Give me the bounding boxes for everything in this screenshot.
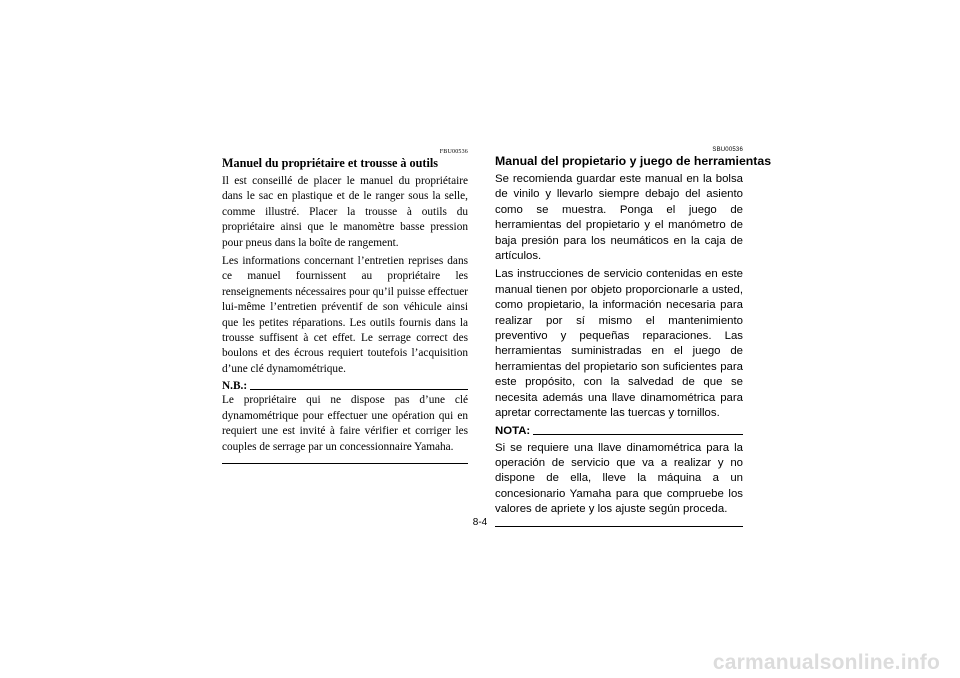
note-header bbox=[222, 379, 468, 393]
paragraph: Las instrucciones de servicio contenidas en este manual tienen por objeto proporcionarle a usted, como propietario, la información necesaria para realizar por sí mismo el mantenimiento preventivo y pequeñas reparaciones. Las herramientas suministradas en el juego de herramientas del propietario son suficientes para este propósito, con la salvedad de que se necesita además una llave dinamométrica para apretar correctamente las tuercas y tornillos. bbox=[495, 268, 743, 420]
note-label: NOTA: bbox=[495, 424, 531, 437]
note-text: Le propriétaire qui ne dispose pas d’une clé dynamométrique pour effectuer une opération qui en requiert une est invité à faire vérifier et corriger les couples de serrage par un concessionnaire Yamaha. bbox=[222, 394, 468, 453]
note-header bbox=[495, 424, 743, 438]
watermark: carmanualsonline.info bbox=[712, 651, 940, 674]
note-end-rule bbox=[222, 463, 468, 464]
note-label: N.B.: bbox=[222, 380, 248, 393]
paragraph: Les informations concernant l’entretien reprises dans ce manuel fournissent au propriétaire les renseignements nécessaires pour qu’il puisse effectuer lui-même l’entretien préventif de son véhicule ainsi que les petites réparations. Les outils fournis dans la trousse suffisent à cet effet. Le serrage correct des boulons et des écrous requiert toutefois l’acquisition d’une clé dynamométrique. bbox=[222, 255, 468, 375]
section-title: Manual del propietario y juego de herramientas bbox=[495, 154, 772, 168]
note-rule bbox=[533, 434, 743, 435]
paragraph: Se recomienda guardar este manual en la bolsa de vinilo y llevarlo siempre debajo del asiento como se muestra. Ponga el juego de herramientas del propietario y el manómetro de baja presión para los neumáticos en la caja de artículos. bbox=[495, 173, 743, 263]
section-code: FBU00536 bbox=[439, 149, 468, 155]
page-number: 8-4 bbox=[472, 517, 488, 528]
note-rule bbox=[250, 389, 468, 390]
french-column bbox=[222, 148, 468, 464]
section-code: SBU00536 bbox=[712, 147, 743, 153]
section-title: Manuel du propriétaire et trousse à outils bbox=[222, 156, 438, 170]
spanish-column bbox=[495, 146, 772, 527]
paragraph: Il est conseillé de placer le manuel du propriétaire dans le sac en plastique et de le ranger sous la selle, comme illustré. Placer la trousse à outils du propriétaire ainsi que le manomètre basse pression pour pneus dans la boîte de rangement. bbox=[222, 175, 468, 249]
note-text: Si se requiere una llave dinamométrica para la operación de servicio que va a realizar y no dispone de ella, lleve la máquina a un concesionario Yamaha para que compruebe los valores de apriete y los ajuste según proceda. bbox=[495, 441, 743, 516]
